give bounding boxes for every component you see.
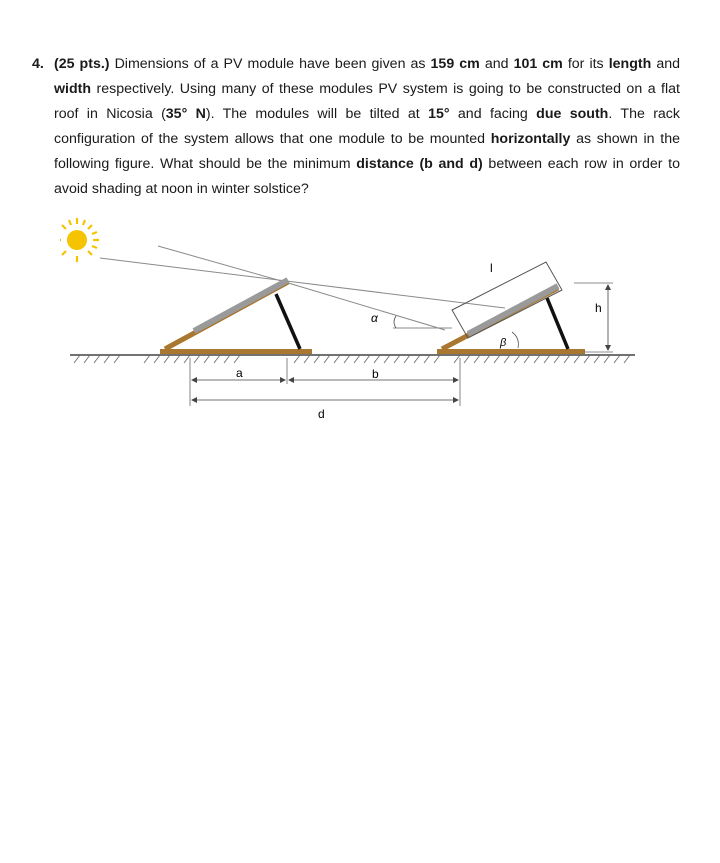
pv-module-row-2 [437,262,585,354]
label-alpha: α [371,311,378,325]
orientation-value: horizontally [490,131,571,147]
module-outline [452,262,562,338]
text-segment: and facing [449,106,537,122]
question-text [54,52,680,202]
width-word: width [54,81,92,97]
points-label: (25 pts.) [54,56,110,72]
label-h: h [595,301,602,315]
length-value: 159 cm [430,56,480,72]
roof-ground [70,355,635,363]
text-segment: for its [562,56,609,72]
pv-module-row-1 [160,280,312,354]
sun-ray-shadow [285,282,445,330]
pv-row-spacing-diagram [60,210,660,435]
width-value: 101 cm [513,56,563,72]
facing-value: due south [536,106,609,122]
length-word: length [608,56,652,72]
label-beta: β [500,337,507,349]
text-segment: respectively. Using many of these modules PV system is going to be constructed on a flat roof in Nicosia ( [54,81,680,122]
dimension-d [191,397,459,403]
tilt-value: 15° [428,106,450,122]
label-d: d [318,407,325,421]
sun-icon [60,218,99,262]
text-segment: and [479,56,514,72]
text-segment: between each row in order to avoid shading at noon in winter solstice? [54,156,680,197]
dimension-a-b [190,358,460,406]
dimension-h [574,283,613,352]
alpha-arc [394,316,396,328]
text-segment: ). The modules will be tilted at [205,106,429,122]
question-block [32,52,680,202]
text-segment: Dimensions of a PV module have been given as [109,56,431,72]
label-l: l [490,261,493,275]
sun-ray-long [100,258,505,308]
distance-label: distance (b and d) [356,156,483,172]
beta-arc [512,332,518,348]
sun-ray-steep [158,246,285,282]
label-b: b [372,367,379,381]
latitude-value: 35° N [165,106,206,122]
text-segment: . The rack configuration of the system allows that one module to be mounted [54,106,680,147]
question-number: 4. [32,56,44,72]
text-segment: and [651,56,680,72]
text-segment: as shown in the following figure. What should be the minimum [54,131,681,172]
label-a: a [236,366,243,380]
